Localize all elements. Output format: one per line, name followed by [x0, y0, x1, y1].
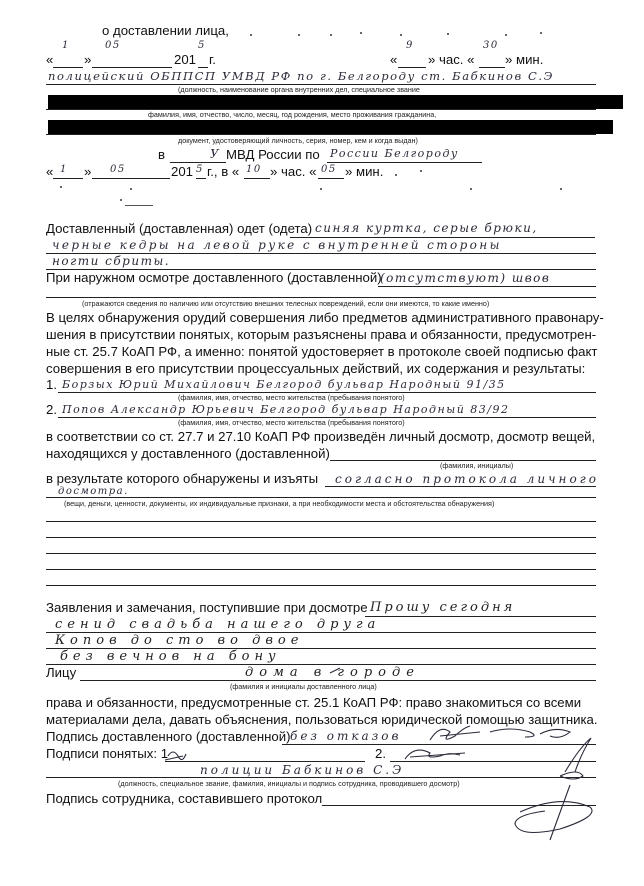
- statements-hw2: сенид свадьба нашего друга: [55, 617, 381, 632]
- author-signature-icon: [515, 785, 592, 840]
- delivery-year-prefix: 201: [171, 164, 194, 179]
- delivery-year-unit: г., в «: [207, 164, 240, 179]
- rights-line2: материалами дела, давать объяснения, пользоваться юридической помощью защитника.: [46, 712, 598, 727]
- protocol-year-prefix: 201: [174, 52, 197, 67]
- statements-hw4: без вечнов на бону: [60, 649, 281, 664]
- delivered-city: России Белгороду: [330, 147, 459, 160]
- name-caption: (фамилия, инициалы): [440, 461, 514, 470]
- search-line2: находящихся у доставленного (доставленной): [46, 446, 330, 461]
- document-title-fragment: о доставлении лица,: [102, 23, 229, 38]
- witness-intro-line3: ные ст. 25.7 КоАП РФ, а именно: понятой удостоверяет в протоколе своей подписью факт: [46, 344, 598, 359]
- protocol-month: 05: [105, 40, 121, 51]
- search-line1: в соответствии со ст. 27.7 и 27.10 КоАП РФ произведён личный досмотр, досмотр вещей,: [46, 429, 596, 444]
- officer-signature-hw: полиции Бабкинов С.Э: [200, 763, 405, 777]
- person-line-label: Лицу: [46, 665, 77, 680]
- rights-line1: права и обязанности, предусмотренные ст. 25.1 КоАП РФ: право знакомиться со всеми: [46, 695, 582, 710]
- witness-intro-line2: шения в присутствии понятых, которым разъяснены права и обязанности, предусмотрен-: [46, 327, 597, 342]
- minute-label: » мин.: [505, 52, 544, 67]
- author-signature-label: Подпись сотрудника, составившего протокол: [46, 791, 323, 806]
- protocol-minute: 30: [483, 40, 499, 51]
- witness-caption: (фамилия, имя, отчество, место жительства (пребывания понятого): [178, 418, 405, 427]
- hour-label: » час. «: [428, 52, 475, 67]
- close-quote: »: [84, 52, 92, 67]
- clothing-label: Доставленный (доставленная) одет (одета): [46, 221, 313, 236]
- result-handwritten1: согласно протокола личного: [335, 472, 599, 486]
- person-caption: фамилия, имя, отчество, число, месяц, год рождения, место проживания гражданина,: [148, 110, 437, 119]
- inspection-handwritten: (отсутствуют) швов: [380, 271, 551, 285]
- protocol-day: 1: [62, 40, 70, 51]
- delivery-hour: 10: [246, 164, 262, 175]
- delivered-label: МВД России по: [226, 147, 320, 162]
- witness2-number: 2.: [375, 746, 386, 761]
- witness-number: 1.: [46, 377, 57, 392]
- officer-caption: (должность, наименование органа внутренних дел, специальное звание: [178, 85, 420, 94]
- delivered-signature-hw: без отказов: [290, 729, 402, 743]
- officer-handwritten: полицейский ОБППСП УМВД РФ по г. Белгороду ст. Бабкинов С.Э: [48, 69, 555, 83]
- delivery-minute: 05: [321, 164, 337, 175]
- witness-intro-line4: совершения в его присутствии процессуальных действий, их содержания и результаты:: [46, 361, 586, 376]
- witness2-signature-icon: [405, 750, 465, 759]
- delivery-day: 1: [60, 164, 68, 175]
- protocol-year-suffix: 5: [198, 40, 206, 51]
- result-handwritten2: досмотра.: [58, 486, 129, 497]
- inspection-caption: (отражаются сведения по наличию или отсутствию внешних телесных повреждений, если они имеются, то какие именно): [82, 299, 490, 308]
- close-quote: »: [84, 164, 92, 179]
- witnesses-signature-label: Подписи понятых: 1: [46, 746, 169, 761]
- clothing-line1: синяя куртка, серые брюки,: [315, 221, 538, 235]
- witness-handwritten: Борзых Юрий Михайлович Белгород бульвар Народный 91/35: [62, 378, 506, 391]
- result-label: в результате которого обнаружены и изъяты: [46, 471, 319, 486]
- document-caption: документ, удостоверяющий личность, серия, номер, кем и когда выдан): [178, 136, 418, 145]
- delivered-unit: У: [210, 147, 221, 161]
- officer-signature-icon: [560, 738, 591, 779]
- witness-intro-line1: В целях обнаружения орудий совершения либо предметов административного правонару-: [46, 310, 604, 325]
- statements-label: Заявления и замечания, поступившие при досмотре: [46, 600, 368, 615]
- inspection-label: При наружном осмотре доставленного (доставленной): [46, 270, 382, 285]
- delivered-prefix: в: [158, 147, 166, 162]
- protocol-hour: 9: [406, 40, 414, 51]
- protocol-year-unit: г.: [209, 52, 216, 67]
- statements-hw5: дома в городе: [245, 665, 420, 680]
- clothing-line3: ногти сбриты.: [52, 254, 171, 268]
- margin-stroke-icon: [330, 668, 340, 673]
- delivery-minute-label: » мин.: [345, 164, 384, 179]
- officer-signature-caption: (должность, специальное звание, фамилия, инициалы и подпись сотрудника, проводившего досмотр): [118, 779, 460, 788]
- delivery-hour-label: » час. «: [270, 164, 317, 179]
- delivery-year-suffix: 5: [196, 164, 204, 175]
- clothing-line2: черные кедры на левой руке с внутренней стороны: [52, 238, 502, 252]
- witness-number: 2.: [46, 402, 57, 417]
- delivered-signature-scribble-icon: [430, 726, 570, 740]
- witness-caption: (фамилия, имя, отчество, место жительства (пребывания понятого): [178, 393, 405, 402]
- delivery-month: 05: [110, 164, 126, 175]
- hour-open-quote: «: [390, 52, 398, 67]
- person-line-caption: (фамилия и инициалы доставленного лица): [230, 682, 377, 691]
- statements-hw1: Прошу сегодня: [370, 600, 516, 615]
- delivered-signature-label: Подпись доставленного (доставленной): [46, 729, 291, 744]
- result-caption: (вещи, деньги, ценности, документы, их индивидуальные признаки, а при необходимости места и обстоятельства обнаружения): [64, 499, 495, 508]
- witness-handwritten: Попов Александр Юрьевич Белгород бульвар Народный 83/92: [62, 403, 510, 416]
- statements-hw3: Копов до сто во двое: [55, 633, 304, 648]
- witness1-signature-icon: [165, 752, 186, 760]
- open-quote: «: [46, 164, 54, 179]
- open-quote: «: [46, 52, 54, 67]
